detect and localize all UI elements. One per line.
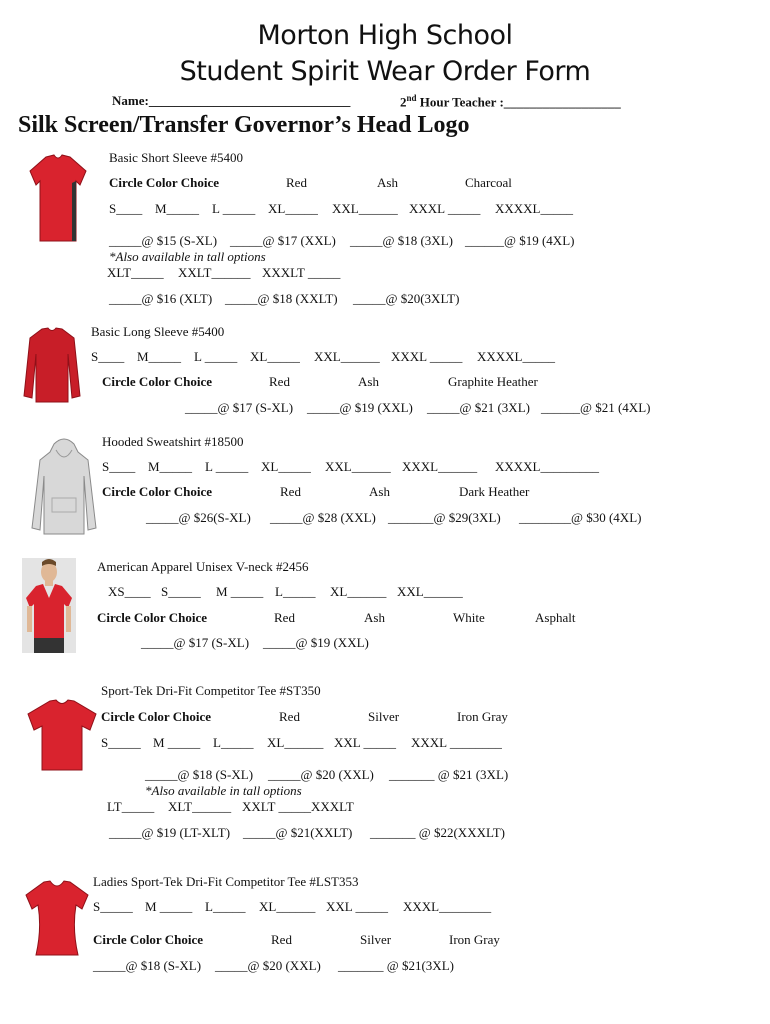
product-name: American Apparel Unisex V-neck #2456 bbox=[97, 559, 309, 574]
color-option[interactable]: Iron Gray bbox=[449, 932, 500, 947]
color-option[interactable]: Graphite Heather bbox=[448, 374, 538, 389]
size-field[interactable]: XL______ bbox=[259, 899, 316, 914]
price-field[interactable]: _____@ $20(3XLT) bbox=[353, 291, 460, 306]
price-field[interactable]: _______ @ $22(XXXLT) bbox=[370, 825, 505, 840]
name-field[interactable]: Name:_______________________________ bbox=[112, 93, 351, 108]
price-field[interactable]: _____@ $20 (XXL) bbox=[215, 958, 321, 973]
long-sleeve-shirt-image bbox=[22, 326, 82, 406]
product-name: Sport-Tek Dri-Fit Competitor Tee #ST350 bbox=[101, 683, 321, 698]
size-field[interactable]: LT_____ bbox=[107, 799, 155, 814]
price-field[interactable]: _____@ $18 (S-XL) bbox=[145, 767, 254, 782]
size-field[interactable]: L _____ bbox=[205, 459, 249, 474]
size-field[interactable]: XXXXL_____ bbox=[477, 349, 555, 364]
size-field[interactable]: XXLT _____XXXLT bbox=[242, 799, 354, 814]
size-field[interactable]: XXL _____ bbox=[334, 735, 396, 750]
color-option[interactable]: Red bbox=[286, 175, 307, 190]
color-option[interactable]: Ash bbox=[358, 374, 379, 389]
size-field[interactable]: XXXXL_________ bbox=[495, 459, 599, 474]
color-option[interactable]: White bbox=[453, 610, 485, 625]
size-field[interactable]: XXXXL_____ bbox=[495, 201, 573, 216]
product-name: Basic Long Sleeve #5400 bbox=[91, 324, 225, 339]
tall-note: *Also available in tall options bbox=[109, 249, 266, 264]
size-field[interactable]: M _____ bbox=[216, 584, 264, 599]
size-field[interactable]: XL______ bbox=[267, 735, 324, 750]
size-field[interactable]: M_____ bbox=[137, 349, 182, 364]
size-field[interactable]: XLT______ bbox=[168, 799, 232, 814]
size-field[interactable]: XXXL ________ bbox=[411, 735, 502, 750]
price-field[interactable]: ________@ $30 (4XL) bbox=[519, 510, 642, 525]
size-field[interactable]: M_____ bbox=[148, 459, 193, 474]
product-name: Hooded Sweatshirt #18500 bbox=[102, 434, 244, 449]
price-field[interactable]: _____@ $17 (S-XL) bbox=[185, 400, 294, 415]
sport-tek-tee-image bbox=[24, 698, 100, 772]
color-option[interactable]: Ash bbox=[364, 610, 385, 625]
product-name: Basic Short Sleeve #5400 bbox=[109, 150, 243, 165]
color-option[interactable]: Ash bbox=[377, 175, 398, 190]
price-field[interactable]: _____@ $18 (XXLT) bbox=[225, 291, 338, 306]
size-field[interactable]: XXL______ bbox=[397, 584, 463, 599]
price-field[interactable]: _____@ $20 (XXL) bbox=[268, 767, 374, 782]
size-field[interactable]: M _____ bbox=[145, 899, 193, 914]
school-name: Morton High School bbox=[257, 20, 513, 51]
price-field[interactable]: _______@ $29(3XL) bbox=[388, 510, 501, 525]
product-name: Ladies Sport-Tek Dri-Fit Competitor Tee #LST353 bbox=[93, 874, 359, 889]
price-field[interactable]: _____@ $15 (S-XL) bbox=[109, 233, 218, 248]
size-field[interactable]: XS____ bbox=[108, 584, 151, 599]
short-sleeve-shirt-image bbox=[28, 153, 88, 245]
price-field[interactable]: _____@ $19 (LT-XLT) bbox=[109, 825, 231, 840]
size-field[interactable]: XL______ bbox=[330, 584, 387, 599]
color-option[interactable]: Charcoal bbox=[465, 175, 512, 190]
size-field[interactable]: S_____ bbox=[161, 584, 201, 599]
tall-note: *Also available in tall options bbox=[145, 783, 302, 798]
color-option[interactable]: Silver bbox=[368, 709, 400, 724]
size-field[interactable]: L_____ bbox=[275, 584, 316, 599]
size-field[interactable]: XXXL _____ bbox=[409, 201, 481, 216]
hooded-sweatshirt-image bbox=[30, 436, 98, 538]
size-field[interactable]: XL_____ bbox=[268, 201, 318, 216]
price-field[interactable]: _______ @ $21 (3XL) bbox=[389, 767, 509, 782]
v-neck-model-image bbox=[22, 558, 76, 653]
color-option[interactable]: Ash bbox=[369, 484, 390, 499]
size-field[interactable]: L _____ bbox=[194, 349, 238, 364]
size-field[interactable]: XXLT______ bbox=[178, 265, 251, 280]
color-option[interactable]: Red bbox=[271, 932, 292, 947]
price-field[interactable]: _____@ $16 (XLT) bbox=[109, 291, 213, 306]
size-field[interactable]: XL_____ bbox=[261, 459, 311, 474]
size-field[interactable]: M_____ bbox=[155, 201, 200, 216]
color-option[interactable]: Silver bbox=[360, 932, 392, 947]
size-field[interactable]: S____ bbox=[109, 201, 143, 216]
price-field[interactable]: _______ @ $21(3XL) bbox=[338, 958, 454, 973]
size-field[interactable]: XXL______ bbox=[332, 201, 398, 216]
size-field[interactable]: XXL______ bbox=[314, 349, 380, 364]
size-field[interactable]: XLT_____ bbox=[107, 265, 164, 280]
color-option[interactable]: Red bbox=[279, 709, 300, 724]
ladies-sport-tek-tee-image bbox=[22, 879, 92, 957]
size-field[interactable]: L_____ bbox=[205, 899, 246, 914]
size-field[interactable]: XXL _____ bbox=[326, 899, 388, 914]
color-option[interactable]: Dark Heather bbox=[459, 484, 530, 499]
price-field[interactable]: _____@ $18 (S-XL) bbox=[93, 958, 202, 973]
size-field[interactable]: S_____ bbox=[101, 735, 141, 750]
price-field[interactable]: _____@ $26(S-XL) bbox=[146, 510, 251, 525]
size-field[interactable]: L_____ bbox=[213, 735, 254, 750]
size-field[interactable]: XXL______ bbox=[325, 459, 391, 474]
price-field[interactable]: _____@ $19 (XXL) bbox=[263, 635, 369, 650]
price-field[interactable]: _____@ $17 (XXL) bbox=[230, 233, 336, 248]
size-field[interactable]: XXXL________ bbox=[403, 899, 492, 914]
size-field[interactable]: XXXLT _____ bbox=[262, 265, 341, 280]
price-field[interactable]: _____@ $17 (S-XL) bbox=[141, 635, 250, 650]
size-field[interactable]: XXXL _____ bbox=[391, 349, 463, 364]
color-option[interactable]: Red bbox=[274, 610, 295, 625]
price-field[interactable]: ______@ $21 (4XL) bbox=[541, 400, 651, 415]
size-field[interactable]: S_____ bbox=[93, 899, 133, 914]
price-field[interactable]: _____@ $21(XXLT) bbox=[243, 825, 353, 840]
price-field[interactable]: _____@ $28 (XXL) bbox=[270, 510, 376, 525]
color-option[interactable]: Asphalt bbox=[535, 610, 576, 625]
color-option[interactable]: Red bbox=[269, 374, 290, 389]
size-field[interactable]: S____ bbox=[91, 349, 125, 364]
size-field[interactable]: L _____ bbox=[212, 201, 256, 216]
size-field[interactable]: S____ bbox=[102, 459, 136, 474]
price-field[interactable]: _____@ $21 (3XL) bbox=[427, 400, 530, 415]
teacher-field[interactable]: 2nd Hour Teacher :__________________ bbox=[400, 93, 621, 110]
size-field[interactable]: XXXL______ bbox=[402, 459, 478, 474]
size-field[interactable]: XL_____ bbox=[250, 349, 300, 364]
form-title: Student Spirit Wear Order Form bbox=[179, 56, 591, 87]
size-field[interactable]: M _____ bbox=[153, 735, 201, 750]
price-field[interactable]: ______@ $19 (4XL) bbox=[465, 233, 575, 248]
section-title: Silk Screen/Transfer Governor’s Head Logo bbox=[18, 112, 470, 138]
color-option[interactable]: Red bbox=[280, 484, 301, 499]
price-field[interactable]: _____@ $19 (XXL) bbox=[307, 400, 413, 415]
color-option[interactable]: Iron Gray bbox=[457, 709, 508, 724]
price-field[interactable]: _____@ $18 (3XL) bbox=[350, 233, 453, 248]
